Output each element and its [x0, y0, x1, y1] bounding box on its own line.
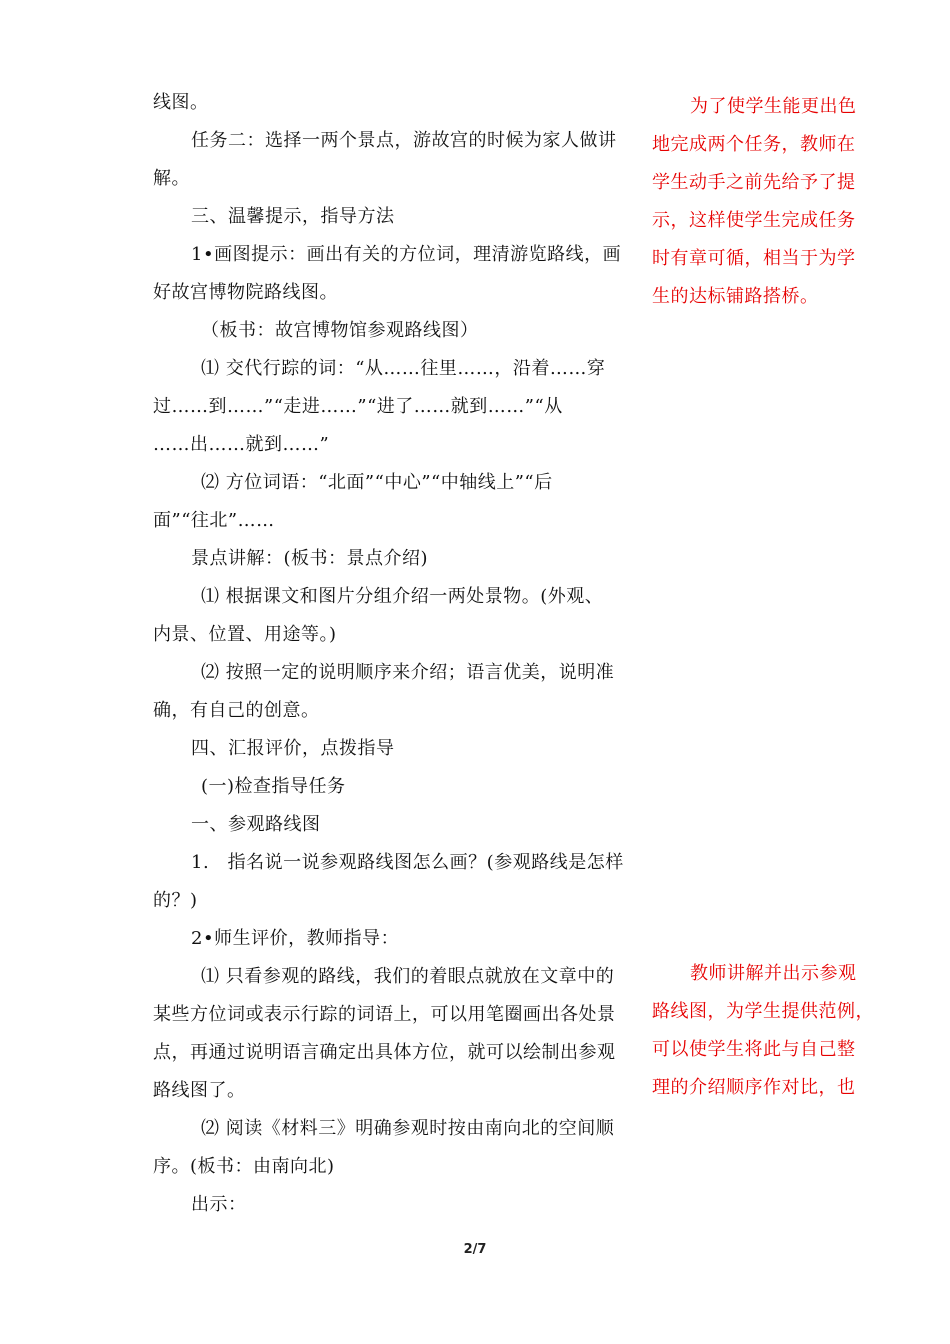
text-line: 点，再通过说明语言确定出具体方位，就可以绘制出参观 — [153, 1042, 616, 1063]
text-line: ⑴ 只看参观的路线，我们的着眼点就放在文章中的 — [201, 966, 615, 987]
text-line: ⑵ 阅读《材料三》明确参观时按由南向北的空间顺 — [201, 1118, 615, 1139]
text-line: 某些方位词或表示行踪的词语上，可以用笔圈画出各处景 — [153, 1004, 616, 1025]
margin-note-1 — [652, 88, 882, 316]
text-line: 过……到……”“走进……”“进了……就到……”“从 — [153, 396, 563, 417]
text-line: 路线图了。 — [153, 1080, 246, 1101]
text-line: 地完成两个任务，教师在 — [652, 134, 856, 155]
text-line: 出示： — [191, 1194, 247, 1215]
text-line: ⑵ 按照一定的说明顺序来介绍；语言优美，说明准 — [201, 662, 615, 683]
text-line: 1•画图提示：画出有关的方位词，理清游览路线，画 — [191, 244, 622, 265]
text-line: 路线图，为学生提供范例， — [652, 1001, 874, 1022]
text-line: 生的达标铺路搭桥。 — [652, 286, 819, 307]
text-line: 内景、位置、用途等。) — [153, 624, 337, 645]
text-line: 四、汇报评价，点拨指导 — [191, 738, 395, 759]
text-line: 好故宫博物院路线图。 — [153, 282, 338, 303]
text-line: 解。 — [153, 168, 190, 189]
text-line: 时有章可循，相当于为学 — [652, 248, 856, 269]
text-line: 为了使学生能更出色 — [690, 96, 857, 117]
text-line: ……出……就到……” — [153, 434, 330, 455]
margin-note-2 — [652, 955, 882, 1107]
text-line: 线图。 — [153, 92, 209, 113]
text-line: ⑴ 交代行踪的词：“从……往里……，沿着……穿 — [201, 358, 606, 379]
text-line: 示，这样使学生完成任务 — [652, 210, 856, 231]
text-line: 序。(板书：由南向北) — [153, 1156, 335, 1177]
page-number: 2/7 — [463, 1242, 487, 1257]
text-line: ⑵ 方位词语：“北面”“中心”“中轴线上”“后 — [201, 472, 553, 493]
text-line: （板书：故宫博物馆参观路线图） — [201, 320, 479, 341]
text-line: 面”“往北”…… — [153, 510, 275, 531]
text-line: 可以使学生将此与自己整 — [652, 1039, 856, 1060]
text-line: 任务二：选择一两个景点，游故宫的时候为家人做讲 — [191, 130, 617, 151]
text-line: ⑴ 根据课文和图片分组介绍一两处景物。(外观、 — [201, 586, 604, 607]
text-line: 理的介绍顺序作对比，也 — [652, 1077, 856, 1098]
text-line: 三、温馨提示，指导方法 — [191, 206, 395, 227]
text-line: (一)检查指导任务 — [201, 776, 346, 797]
text-line: 1. 指名说一说参观路线图怎么画？(参观路线是怎样 — [191, 852, 624, 873]
main-text-column — [153, 84, 639, 1224]
text-line: 的？) — [153, 890, 198, 911]
text-line: 2•师生评价，教师指导： — [191, 928, 400, 949]
text-line: 景点讲解：(板书：景点介绍) — [191, 548, 429, 569]
text-line: 确，有自己的创意。 — [153, 700, 320, 721]
text-line: 一、参观路线图 — [191, 814, 321, 835]
text-line: 学生动手之前先给予了提 — [652, 172, 856, 193]
text-line: 教师讲解并出示参观 — [690, 963, 857, 984]
